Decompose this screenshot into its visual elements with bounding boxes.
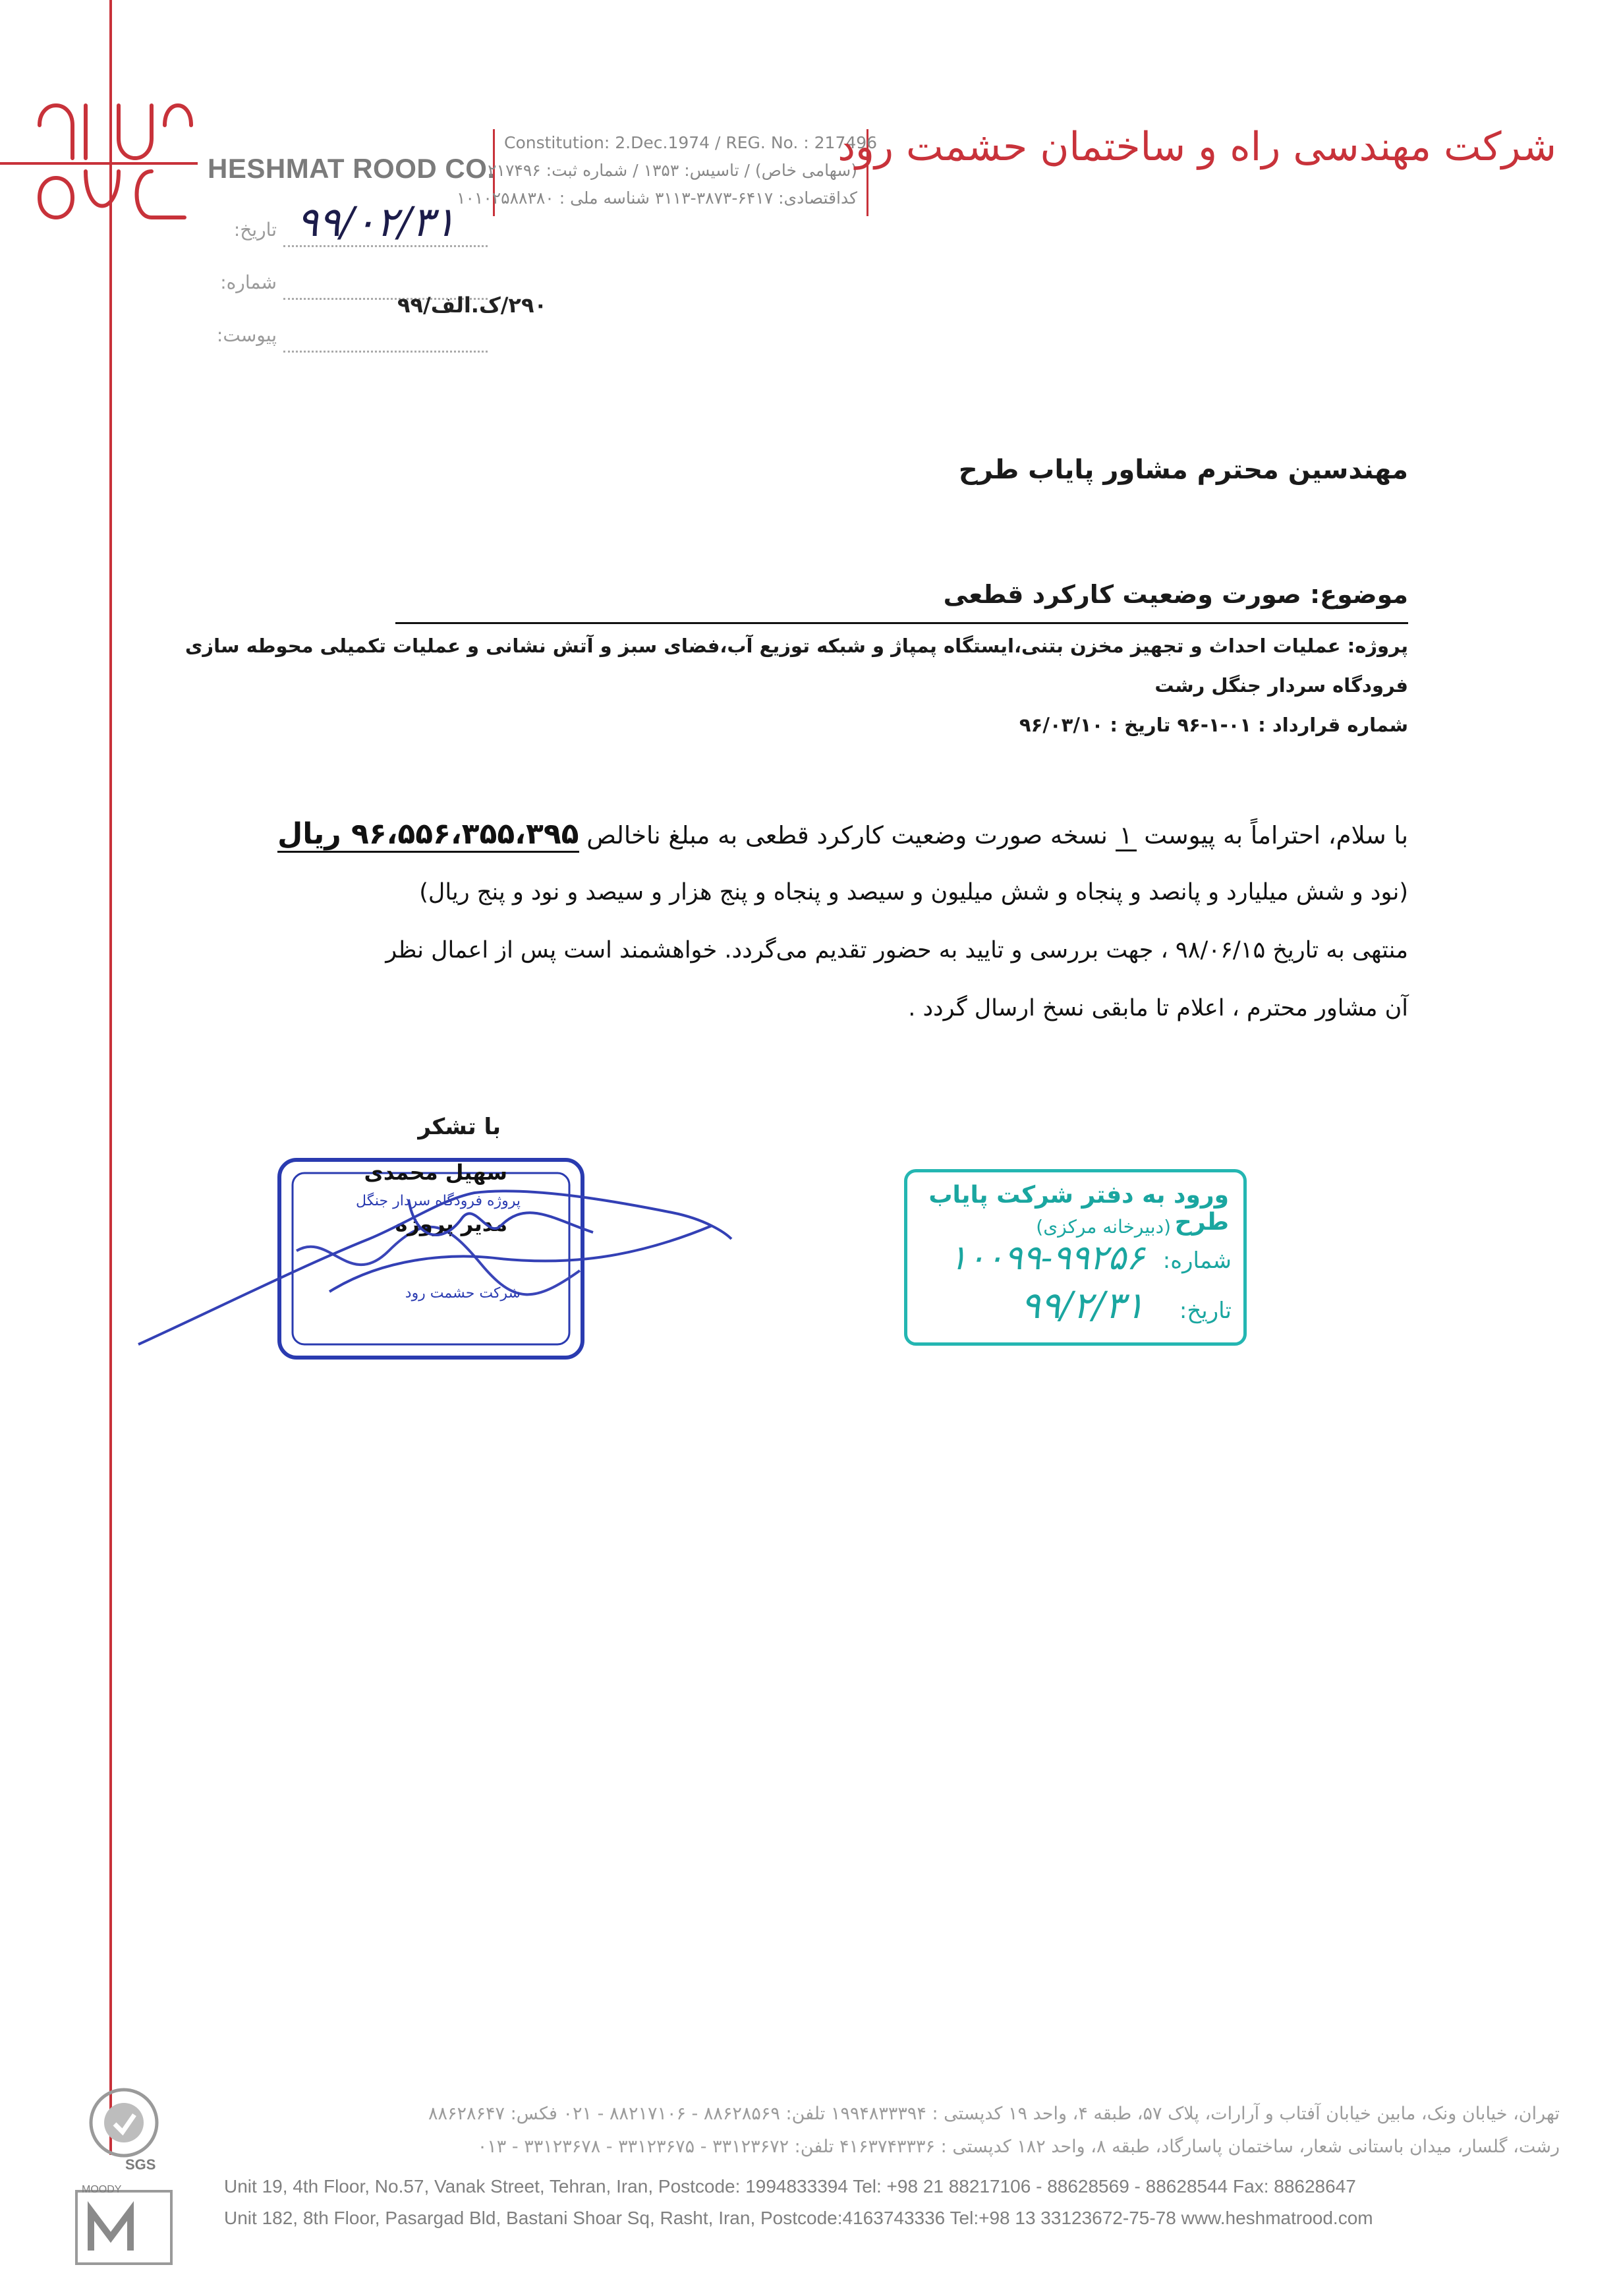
economic-code-line: کداقتصادی: ۶۴۱۷-۳۸۷۳-۳۱۱۳ شناسه ملی : ۱۰۱۰۲۵۸۸۳۸۰ <box>457 188 857 208</box>
signatory-title: مدیر پروژه <box>395 1211 507 1236</box>
subject: موضوع: صورت وضعیت کارکرد قطعی <box>943 580 1408 609</box>
number-value: ۲۹۰/ک.الف/۹۹ <box>397 293 547 318</box>
incoming-stamp-title: ورود به دفتر شرکت پایاب طرح <box>928 1182 1229 1236</box>
project-line-2: فرودگاه سردار جنگل رشت <box>1154 674 1408 697</box>
subject-underline <box>395 622 1408 624</box>
footer-address-en-1: Unit 19, 4th Floor, No.57, Vanak Street, Tehran, Iran, Postcode: 1994833394 Tel: +98 21 88217106 - 88628569 - 88628544 Fax: 88628647 <box>224 2176 1356 2196</box>
attachment-dots <box>283 351 488 353</box>
contract-line: شماره قرارداد : ۰۱-۱-۹۶ تاریخ : ۹۶/۰۳/۱۰ <box>1019 714 1408 736</box>
attachment-count: ۱ <box>1116 821 1137 851</box>
project-line-1: پروژه: عملیات احداث و تجهیز مخزن بتنی،ایستگاه پمپاژ و شبکه توزیع آب،فضای سبز و آتش نشانی و عملیات تکمیلی محوطه سازی <box>185 635 1408 657</box>
company-name-fa: شرکت مهندسی راه و ساختمان حشمت رود <box>838 124 1556 170</box>
footer-address-fa-1: تهران، خیابان ونک، مابین خیابان آفتاب و آرارات، پلاک ۵۷، طبقه ۴، واحد ۱۹ کدپستی : ۱۹۹۴۸۳۳۳۹۴ تلفن: ۸۸۶۲۸۵۶۹ - ۸۸۲۱۷۱۰۶ - ۰۲۱ فکس: ۸۸۶۲۸۶۴۷ <box>428 2104 1560 2124</box>
incoming-date-label: تاریخ: <box>1179 1298 1232 1324</box>
footer-address-fa-2: رشت، گلسار، میدان باستانی شعار، ساختمان پاسارگاد، طبقه ۸، واحد ۱۸۲ کدپستی : ۴۱۶۳۷۴۳۳۳۶ تلفن: ۳۳۱۲۳۶۷۲ - ۳۳۱۲۳۶۷۵ - ۳۳۱۲۳۶۷۸ - ۰۱۳ <box>477 2137 1560 2157</box>
footer-address-en-2: Unit 182, 8th Floor, Pasargad Bld, Bastani Shoar Sq, Rasht, Iran, Postcode:4163743336 Tel:+98 13 33123672-75-78 www.heshmatrood.com <box>224 2208 1373 2228</box>
sgs-seal-label: SGS <box>125 2156 156 2173</box>
date-value: ۹۹/۰۲/۳۱ <box>297 198 456 246</box>
body-line-1-end: نسخه صورت وضعیت کارکرد قطعی به مبلغ ناخالص <box>586 821 1108 849</box>
signatory-name: سهیل محمدی <box>364 1160 507 1185</box>
incoming-stamp <box>904 1169 1247 1346</box>
incoming-number-label: شماره: <box>1162 1248 1232 1274</box>
incoming-date-value: ۹۹/۲/۳۱ <box>1020 1284 1145 1327</box>
project-stamp-line-2: شرکت حشمت رود <box>405 1285 521 1302</box>
company-logo <box>26 86 198 237</box>
gross-amount: ۹۶،۵۵۶،۳۵۵،۳۹۵ ریال <box>277 817 579 853</box>
number-label: شماره: <box>220 272 277 293</box>
closing: با تشکر <box>418 1114 501 1140</box>
incoming-stamp-subtitle: (دبیرخانه مرکزی) <box>1036 1216 1171 1238</box>
registration-line-fa: (سهامی خاص) / تاسیس: ۱۳۵۳ / شماره ثبت: ۲۱۷۴۹۶ <box>488 161 857 180</box>
company-name-en: HESHMAT ROOD CO. <box>208 153 496 184</box>
body-line-3: منتهی به تاریخ ۹۸/۰۶/۱۵ ، جهت بررسی و تایید به حضور تقدیم می‌گردد. خواهشمند است پس از اعمال نظر <box>385 937 1408 963</box>
body-line-2: (نود و شش میلیارد و پانصد و پنجاه و شش میلیون و سیصد و پنجاه و پنج هزار و سیصد و نود و پنج ریال) <box>419 879 1408 905</box>
recipient: مهندسین محترم مشاور پایاب طرح <box>958 455 1408 485</box>
moody-seal-label: MOODY <box>82 2184 122 2195</box>
attachment-label: پیوست: <box>216 324 277 346</box>
body-line-1 <box>277 805 1408 865</box>
handwritten-signature <box>132 1160 764 1358</box>
incoming-number-value: ۱۰۰۹۹-۹۹۲۵۶ <box>949 1238 1145 1278</box>
date-label: تاریخ: <box>233 219 277 241</box>
margin-rule-vertical <box>109 0 112 2155</box>
project-stamp-line-1: پروژه فرودگاه سردار جنگل <box>356 1193 521 1209</box>
body-line-1-start: با سلام، احتراماً به پیوست <box>1144 821 1408 849</box>
registration-line-en: Constitution: 2.Dec.1974 / REG. No. : 217496 <box>504 133 878 152</box>
body-line-4: آن مشاور محترم ، اعلام تا مابقی نسخ ارسال گردد . <box>908 995 1408 1021</box>
certification-seals <box>71 2086 177 2270</box>
registration-box <box>457 129 878 216</box>
